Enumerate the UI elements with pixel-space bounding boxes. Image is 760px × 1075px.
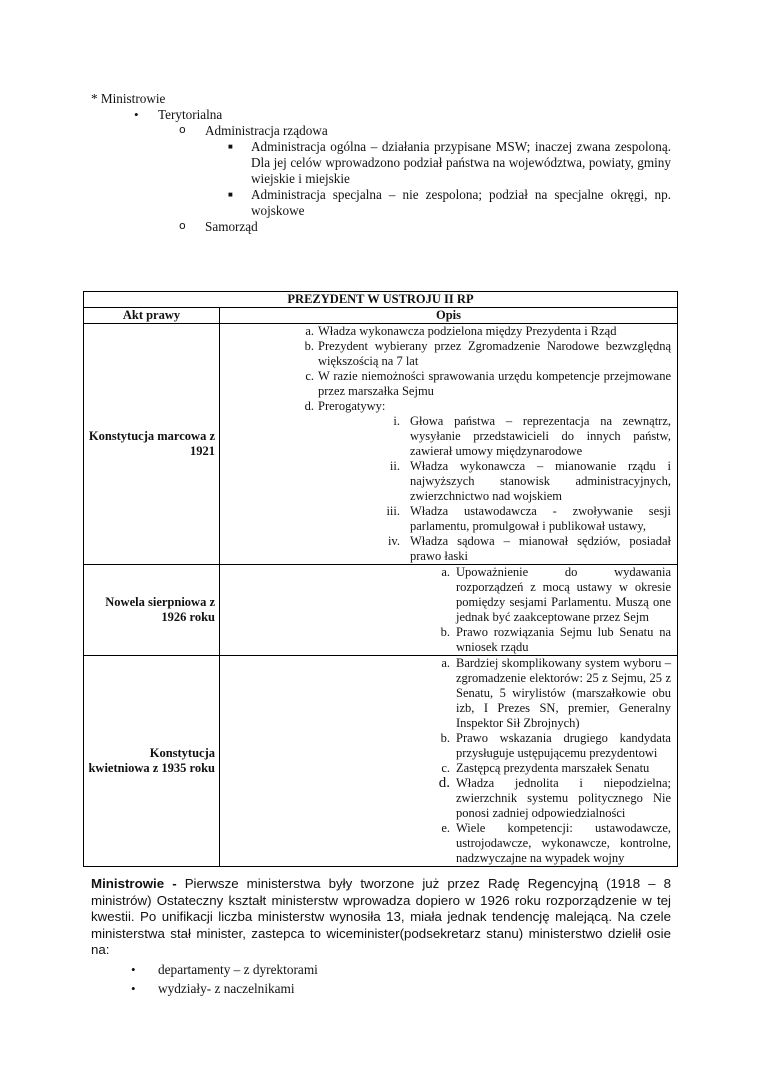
list-label: i.	[393, 414, 400, 428]
bullet-dot-icon: •	[131, 961, 136, 977]
list-label: c.	[305, 369, 314, 383]
outline-item-label: Terytorialna	[158, 107, 223, 122]
outline-item-label: Administracja ogólna – działania przypisane MSW; inaczej zwana zespoloną. Dla jej celów wprowadzono podział państwa na województwa, powiaty, gminy wiejskie i miejskie	[251, 139, 671, 186]
outline-item-samorzad	[91, 219, 671, 235]
list-text: Głowa państwa – reprezentacja na zewnątrz, wysyłanie przedstawicieli do innych państw, zawierał umowy międzynarodowe	[410, 414, 671, 458]
list-text: Władza ustawodawcza - zwoływanie sesji parlamentu, promulgował i publikował ustawy,	[410, 504, 671, 533]
list-text: Władza wykonawcza – mianowanie rządu i najwyższych stanowisk administracyjnych, zwierzchnictwo nad wojskiem	[410, 459, 671, 503]
outline-heading: * Ministrowie	[91, 91, 166, 106]
sub-list-item	[220, 504, 677, 534]
list-text: W razie niemożności sprawowania urzędu kompetencje przejmowane przez marszałka Sejmu	[318, 369, 671, 398]
list-item	[220, 369, 677, 399]
table-row	[84, 565, 678, 656]
list-item	[220, 731, 677, 761]
list-label: e.	[441, 821, 450, 835]
table-header-row	[84, 308, 678, 324]
president-table	[83, 291, 678, 867]
list-label: b.	[440, 625, 450, 639]
bullet-square-icon: ■	[228, 190, 233, 199]
list-item	[220, 339, 677, 369]
outline-item-terytorialna	[91, 107, 671, 123]
bullet-dot-icon: •	[134, 107, 139, 122]
akt-cell: Konstytucja marcowa z 1921	[84, 324, 220, 565]
list-item	[91, 962, 671, 979]
list-text: departamenty – z dyrektorami	[158, 961, 318, 977]
bullet-circle-icon: o	[179, 123, 186, 136]
list-text: Władza wykonawcza podzielona między Prezydenta i Rząd	[318, 324, 617, 338]
list-label: iii.	[386, 504, 400, 518]
outline-item-label: Administracja specjalna – nie zespolona; podział na specjalne okręgi, np. wojskowe	[251, 187, 671, 218]
list-text: Prawo rozwiązania Sejmu lub Senatu na wniosek rządu	[456, 625, 671, 654]
list-label: iv.	[387, 534, 400, 548]
ministrowie-text: Pierwsze ministerstwa były tworzone już przez Radę Regencyjną (1918 – 8 ministrów) Ostateczny kształt ministerstw wprowadza dopiero w 1926 roku rozporządzenie w tej kwestii. Po unifikacji liczba ministerstw wynosiła 13, miała jednak tendencję malejącą. Na czele ministerstwa stał minister, zastepca to wiceminister(podsekretarz stanu) ministerstwo dzielił osie na:	[91, 876, 671, 957]
outline-item-administracja-specjalna	[91, 187, 671, 219]
outline	[91, 91, 671, 235]
table-title-row	[84, 292, 678, 308]
sub-list-item	[220, 534, 677, 564]
opis-cell	[220, 565, 678, 656]
list-label: a.	[441, 656, 450, 670]
table-row	[84, 656, 678, 867]
ministrowie-paragraph	[91, 876, 671, 959]
bullet-dot-icon: •	[131, 981, 136, 996]
list-text: Prawo wskazania drugiego kandydata przysługuje ustępującemu prezydentowi	[456, 731, 671, 760]
list-item	[220, 821, 677, 866]
outline-item-label: Samorząd	[205, 219, 258, 234]
list-item	[220, 656, 677, 731]
list-text: Władza jednolita i niepodzielna; zwierzchnik systemu politycznego Nie ponosi zadniej odpowiedzialności	[456, 776, 671, 820]
akt-cell: Konstytucja kwietniowa z 1935 roku	[84, 656, 220, 867]
list-item	[220, 761, 677, 776]
bullet-circle-icon: o	[179, 219, 186, 232]
list-item	[220, 625, 677, 655]
list-text: Władza sądowa – mianował sędziów, posiadał prawo łaski	[410, 534, 671, 563]
list-item	[220, 324, 677, 339]
list-label: a.	[441, 565, 450, 579]
list-item	[91, 981, 671, 998]
list-item	[220, 565, 677, 625]
table-title: PREZYDENT W USTROJU II RP	[84, 292, 678, 308]
sub-list-item	[220, 459, 677, 504]
table-row	[84, 324, 678, 565]
ministrowie-section	[91, 876, 671, 998]
list-label: d.	[304, 399, 314, 413]
list-text: Upoważnienie do wydawania rozporządzeń z mocą ustawy w okresie pomiędzy sesjami Parlamentu. Muszą one jednak być zaakceptowane przez Sejm	[456, 565, 671, 624]
list-item	[220, 399, 677, 414]
list-label: d.	[438, 775, 450, 791]
list-label: ii.	[389, 459, 400, 473]
list-text: Zastępcą prezydenta marszałek Senatu	[456, 761, 650, 775]
list-text: Bardziej skomplikowany system wyboru – zgromadzenie elektorów: 25 z Sejmu, 25 z Senatu, 5 wirylistów (marszałkowie obu izb, I Prezes SN, premier, Generalny Inspektor Sił Zbrojnych)	[456, 656, 671, 730]
list-text: wydziały- z naczelnikami	[158, 981, 295, 996]
ministrowie-lead: Ministrowie -	[91, 876, 177, 891]
bullet-square-icon: ■	[228, 142, 233, 151]
outline-item-label: Administracja rządowa	[205, 123, 328, 138]
sub-list-item	[220, 414, 677, 459]
list-text: Prezydent wybierany przez Zgromadzenie Narodowe bezwzględną większością na 7 lat	[318, 339, 671, 368]
list-label: b.	[304, 339, 314, 353]
column-header-opis: Opis	[220, 308, 678, 324]
akt-cell: Nowela sierpniowa z 1926 roku	[84, 565, 220, 656]
list-label: c.	[441, 761, 450, 775]
opis-cell	[220, 324, 678, 565]
list-label: a.	[305, 324, 314, 338]
column-header-akt: Akt prawy	[84, 308, 220, 324]
outline-item-administracja-ogolna	[91, 139, 671, 187]
list-item	[220, 776, 677, 821]
list-text: Wiele kompetencji: ustawodawcze, ustrojodawcze, wykonawcze, kontrolne, nadzwyczajne na wypadek wojny	[456, 821, 671, 865]
list-text: Prerogatywy:	[318, 399, 386, 413]
outline-item-administracja-rzadowa	[91, 123, 671, 139]
opis-cell	[220, 656, 678, 867]
list-label: b.	[440, 731, 450, 745]
